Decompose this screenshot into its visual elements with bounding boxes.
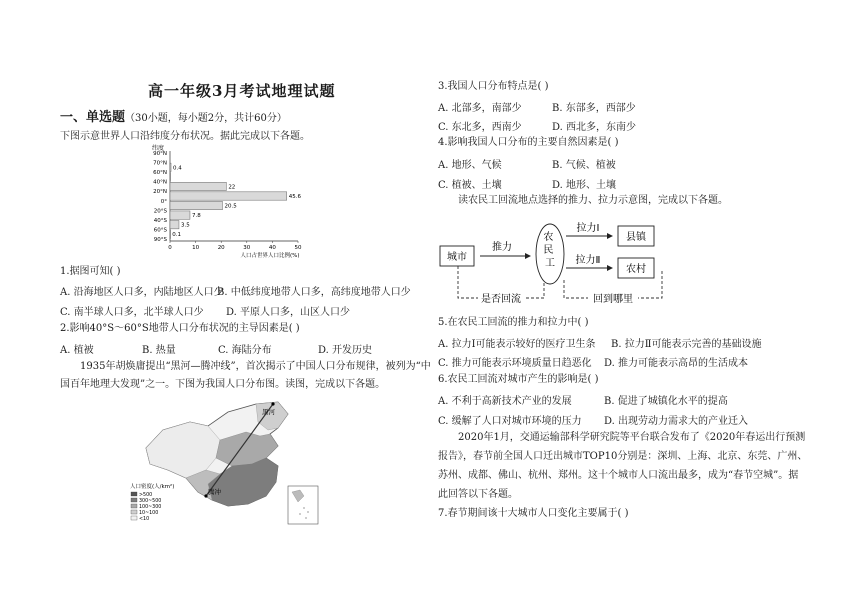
label-village: 农村 xyxy=(626,264,646,275)
q3-option-a[interactable]: A. 北部多，南部少 xyxy=(438,103,522,114)
q5-stem: 5.在农民工回流的推力和拉力中( ) xyxy=(438,317,589,328)
q1-option-a[interactable]: A. 沿海地区人口多，内陆地区人口少 xyxy=(60,287,224,298)
legend-item-5: <10 xyxy=(139,517,150,522)
intro-spring-line1: 2020年1月，交通运输部科学研究院等平台联合发布了《2020年春运出行预测 xyxy=(458,432,806,443)
q2-option-b[interactable]: B. 热量 xyxy=(142,345,176,356)
q6-option-c[interactable]: C. 缓解了人口对城市环境的压力 xyxy=(438,416,582,427)
label-pull-1: 拉力Ⅰ xyxy=(576,223,600,234)
map-legend-title: 人口密度(人/km²) xyxy=(130,484,175,490)
chart-ytick-label: 40°S xyxy=(153,217,167,224)
q4-stem: 4.影响我国人口分布的主要自然因素是( ) xyxy=(438,137,619,148)
chart-xtick-label: 40 xyxy=(268,245,276,251)
chart-data-label: 7.8 xyxy=(191,213,201,220)
paper-title: 高一年级3月考试地理试题 xyxy=(148,82,336,100)
intro-diagram: 读农民工回流地点选择的推力、拉力示意图，完成以下各题。 xyxy=(458,195,728,206)
q4-option-c[interactable]: C. 植被、土壤 xyxy=(438,180,502,191)
push-pull-diagram xyxy=(436,210,676,306)
q1-option-b[interactable]: B. 中低纬度地带人口多，高纬度地带人口少 xyxy=(217,287,411,298)
legend-item-4: 10~100 xyxy=(139,511,159,516)
chart-ylabel: 纬度 xyxy=(152,145,165,152)
section-note: （30小题，每小题2分，共计60分） xyxy=(125,113,287,124)
chart-xtick-label: 30 xyxy=(243,245,251,251)
q6-stem: 6.农民工回流对城市产生的影响是( ) xyxy=(438,374,599,385)
q4-option-a[interactable]: A. 地形、气候 xyxy=(438,160,502,171)
chart-bar xyxy=(170,182,226,190)
intro-spring-line4: 此回答以下各题。 xyxy=(438,489,518,500)
chart-data-label: 20.5 xyxy=(224,203,237,210)
q7-stem: 7.春节期间该十大城市人口变化主要属于( ) xyxy=(438,508,629,519)
q2-stem: 2.影响40°S～60°S地带人口分布状况的主导因素是( ) xyxy=(60,323,300,334)
intro-spring-line3: 苏州、成都、佛山、杭州、郑州。这十个城市人口流出最多，成为“春节空城”。据 xyxy=(438,470,799,481)
chart-bar xyxy=(170,211,190,219)
chart-xtick-label: 0 xyxy=(168,245,172,251)
q3-option-d[interactable]: D. 西北多，东南少 xyxy=(552,122,637,133)
chart-bar xyxy=(170,173,171,181)
q5-option-c[interactable]: C. 推力可能表示环境质量日趋恶化 xyxy=(438,358,592,369)
chart-ytick-label: 0° xyxy=(160,198,167,205)
chart-bar xyxy=(170,163,171,171)
chart-xlabel: 人口占世界人口比例(%) xyxy=(240,253,300,259)
q5-option-a[interactable]: A. 拉力Ⅰ可能表示较好的医疗卫生条 xyxy=(438,339,596,350)
chart-ytick-label: 90°N xyxy=(153,151,167,157)
label-worker: 农 民 工 xyxy=(543,232,555,269)
label-pull-2: 拉力Ⅱ xyxy=(575,255,601,266)
chart-data-label: 45.6 xyxy=(288,194,301,200)
section-heading xyxy=(60,106,287,125)
chart-ytick-label: 60°S xyxy=(153,227,167,234)
china-population-map xyxy=(128,400,328,530)
chart-bar xyxy=(170,192,287,200)
chart-bar xyxy=(170,201,222,209)
q6-option-b[interactable]: B. 促进了城镇化水平的提高 xyxy=(604,396,728,407)
chart-bar xyxy=(170,220,179,228)
chart-data-label: 3.5 xyxy=(180,222,190,229)
q2-option-d[interactable]: D. 开发历史 xyxy=(318,345,373,356)
chart-data-label: 22 xyxy=(228,184,236,191)
q4-option-b[interactable]: B. 气候、植被 xyxy=(552,160,616,171)
label-city: 城市 xyxy=(447,252,467,263)
chart-data-label: 0.1 xyxy=(172,232,182,239)
legend-item-1: >500 xyxy=(139,493,153,498)
q5-option-b[interactable]: B. 拉力Ⅱ可能表示完善的基础设施 xyxy=(611,339,762,350)
intro-spring-line2: 报告》，春节前全国人口迁出城市TOP10分别是：深圳、上海、北京、东莞、广州、 xyxy=(438,451,808,462)
chart-ytick-label: 40°N xyxy=(153,179,167,186)
chart-ytick-label: 20°S xyxy=(153,208,167,215)
map-legend xyxy=(131,492,161,522)
q3-option-c[interactable]: C. 东北多，西南少 xyxy=(438,122,522,133)
label-whether-return: 是否回流 xyxy=(481,294,521,305)
q1-option-d[interactable]: D. 平原人口多，山区人口少 xyxy=(226,307,351,318)
chart-ytick-label: 70°N xyxy=(153,160,167,167)
chart-ytick-label: 60°N xyxy=(153,170,167,177)
latitude-population-chart xyxy=(130,143,320,263)
q2-option-c[interactable]: C. 海陆分布 xyxy=(218,345,272,356)
chart-xtick-label: 20 xyxy=(217,245,225,251)
q6-option-a[interactable]: A. 不利于高新技术产业的发展 xyxy=(438,396,572,407)
label-return-where: 回到哪里 xyxy=(593,294,633,305)
label-push: 推力 xyxy=(492,242,512,253)
legend-item-2: 300~500 xyxy=(139,499,162,504)
q5-option-d[interactable]: D. 推力可能表示高昂的生活成本 xyxy=(604,358,749,369)
q3-option-b[interactable]: B. 东部多，西部少 xyxy=(552,103,636,114)
q3-stem: 3.我国人口分布特点是( ) xyxy=(438,81,549,92)
chart-xtick-label: 10 xyxy=(192,245,200,251)
q1-stem: 1.据图可知( ) xyxy=(60,266,121,277)
q4-option-d[interactable]: D. 地形、土壤 xyxy=(552,180,617,191)
chart-data-label: 0.4 xyxy=(173,165,182,172)
intro-chart: 下图示意世界人口沿纬度分布状况。据此完成以下各题。 xyxy=(60,131,310,142)
chart-ytick-label: 20°N xyxy=(153,189,167,196)
intro-map-line1: 1935年胡焕庸提出“黑河—腾冲线”，首次揭示了中国人口分布规律，被列为“中 xyxy=(80,361,431,372)
legend-item-3: 100~300 xyxy=(139,505,162,510)
map-label-tengchong: 腾冲 xyxy=(208,488,221,496)
chart-xtick-label: 50 xyxy=(294,245,302,251)
q2-option-a[interactable]: A. 植被 xyxy=(60,345,94,356)
south-sea-inset xyxy=(288,486,318,524)
q1-option-c[interactable]: C. 南半球人口多，北半球人口少 xyxy=(60,307,204,318)
chart-ytick-label: 90°S xyxy=(153,237,167,243)
chart-bar xyxy=(170,230,171,238)
intro-map-line2: 国百年地理大发现”之一。下图为我国人口分布图。读图，完成以下各题。 xyxy=(60,379,386,390)
q6-option-d[interactable]: D. 出现劳动力需求大的产业迁入 xyxy=(604,416,749,427)
map-label-heihe: 黑河 xyxy=(262,408,275,416)
label-county: 县镇 xyxy=(626,232,646,243)
section-title: 一、单选题 xyxy=(60,110,126,125)
